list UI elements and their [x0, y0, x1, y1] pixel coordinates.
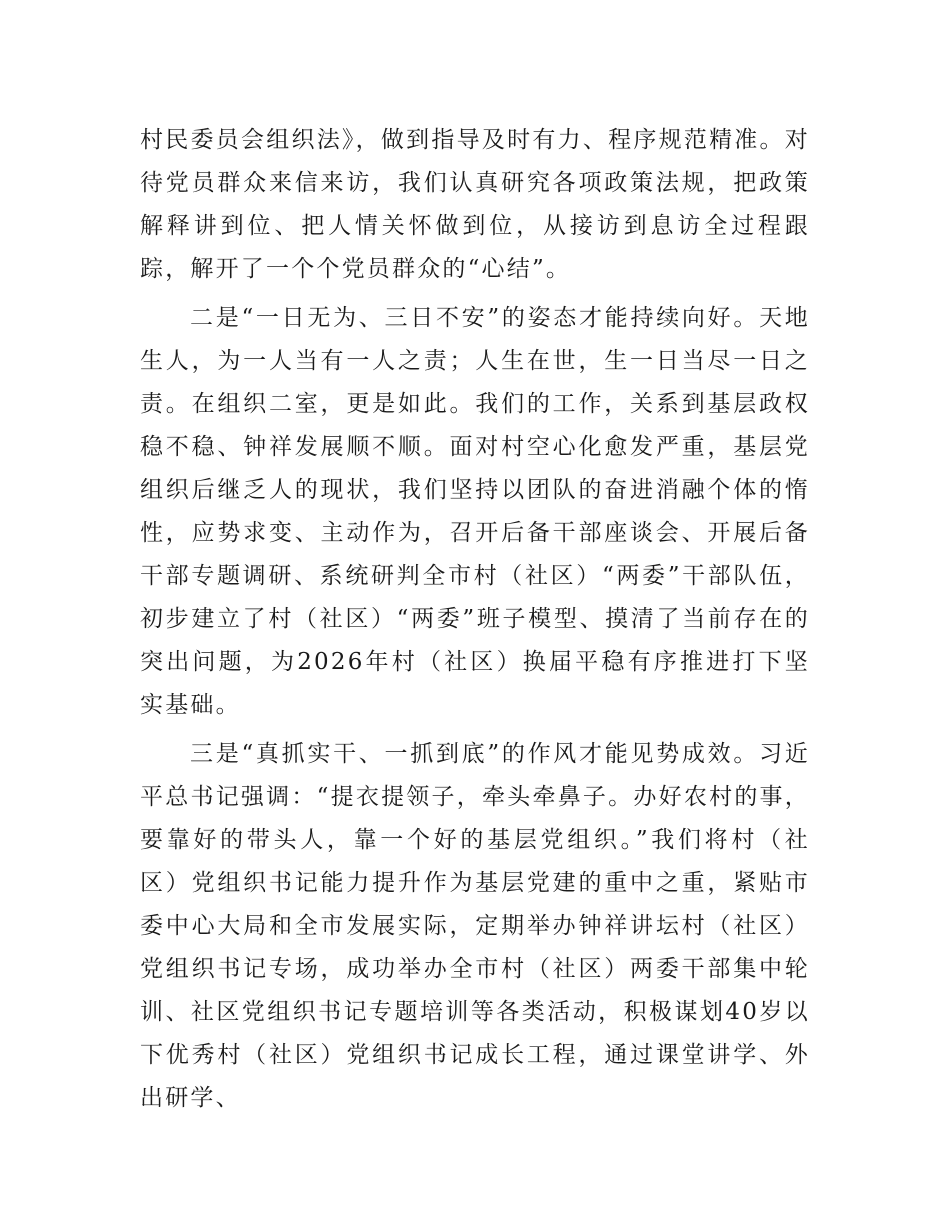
- paragraph-continued: 村民委员会组织法》，做到指导及时有力、程序规范精准。对待党员群众来信来访，我们认真研究各项政策法规，把政策解释讲到位、把人情关怀做到位，从接访到息访全过程跟踪，解开了一个个党员群众的“心结”。: [140, 127, 810, 282]
- paragraph-point-two: 二是“一日无为、三日不安”的姿态才能持续向好。天地生人，为一人当有一人之责；人生在世，生一日当尽一日之责。在组织二室，更是如此。我们的工作，关系到基层政权稳不稳、钟祥发展顺不顺。面对村空心化愈发严重，基层党组织后继乏人的现状，我们坚持以团队的奋进消融个体的惰性，应势求变、主动作为，召开后备干部座谈会、开展后备干部专题调研、系统研判全市村（社区）“两委”干部队伍，初步建立了村（社区）“两委”班子模型、摸清了当前存在的突出问题，为2026年村（社区）换届平稳有序推进打下坚实基础。: [140, 305, 810, 718]
- paragraph-point-three: 三是“真抓实干、一抓到底”的作风才能见势成效。习近平总书记强调：“提衣提领子，牵头牵鼻子。办好农村的事，要靠好的带头人，靠一个好的基层党组织。”我们将村（社区）党组织书记能力提升作为基层党建的重中之重，紧贴市委中心大局和全市发展实际，定期举办钟祥讲坛村（社区）党组织书记专场，成功举办全市村（社区）两委干部集中轮训、社区党组织书记专题培训等各类活动，积极谋划40岁以下优秀村（社区）党组织书记成长工程，通过课堂讲学、外出研学、: [140, 741, 810, 1111]
- document-body: [140, 119, 810, 1120]
